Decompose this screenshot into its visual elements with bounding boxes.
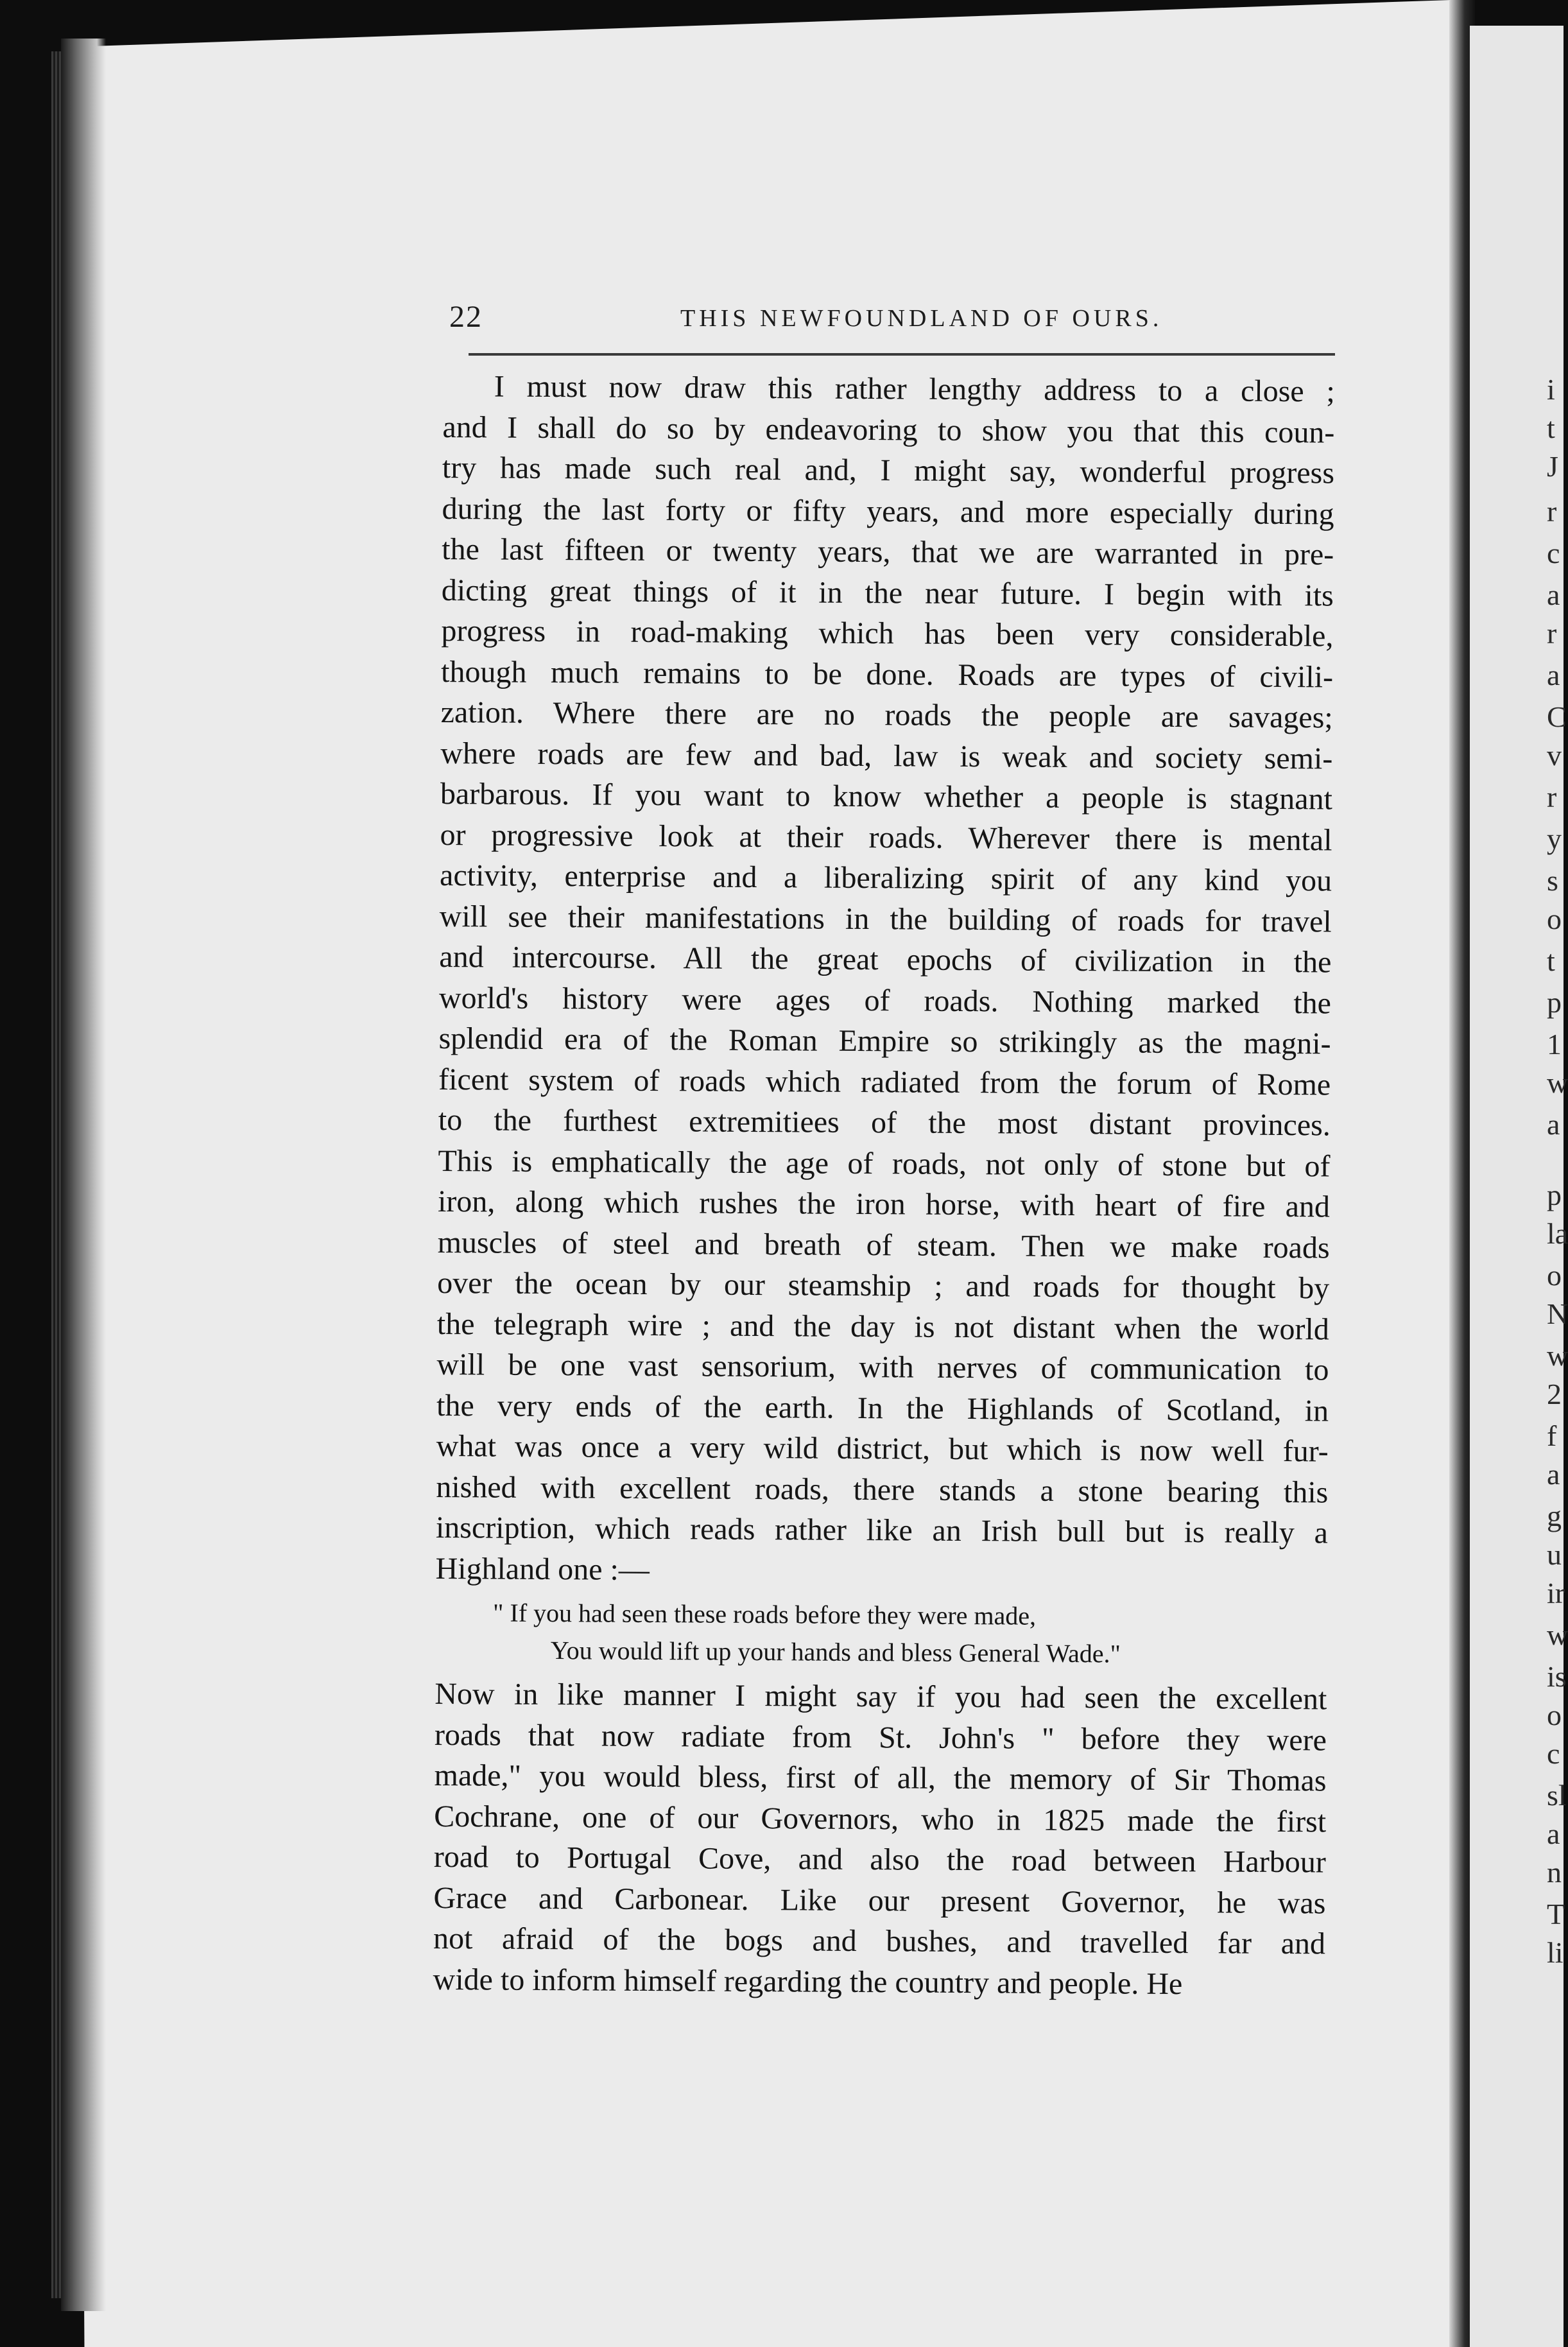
running-head [449,299,1348,340]
facing-page-fragment: u [1547,1538,1562,1571]
facing-page-fragment: r [1547,781,1557,813]
facing-page-fragment: p [1547,1179,1562,1211]
facing-page-fragment: a [1547,1817,1560,1850]
facing-page-fragment: li [1547,1936,1564,1969]
text-line: Cochrane, one of our Governors, who in 1825 made the first [434,1799,1327,1839]
text-line: though much remains to be done. Roads are types of civili- [440,654,1334,694]
text-line: Highland one :— [435,1551,650,1587]
text-line: the very ends of the earth. In the Highlands of Scotland, in [436,1388,1329,1428]
facing-page-fragment: c [1547,537,1560,569]
text-line: " If you had seen these roads before they were made, [493,1598,1037,1631]
text-line: zation. Where there are no roads the people are savages; [440,695,1333,735]
text-line: the last fifteen or twenty years, that we are warranted in pre- [442,532,1334,572]
facing-page-fragment: i [1547,373,1555,406]
text-line: muscles of steel and breath of steam. Then we make roads [437,1225,1330,1265]
facing-page-fragment: N [1547,1297,1568,1330]
running-title: THIS NEWFOUNDLAND OF OURS. [680,305,1163,332]
header-rule [469,353,1335,356]
text-line: will be one vast sensorium, with nerves of communication to [436,1347,1329,1387]
text-line: will see their manifestations in the building of roads for travel [439,899,1332,939]
paragraph-2 [433,1674,1327,2005]
text-line: barbarous. If you want to know whether a people is stagnant [440,776,1333,817]
facing-page-fragment: o [1547,903,1562,935]
facing-page-fragment: C [1547,700,1567,733]
facing-page-fragment: p [1547,986,1562,1019]
facing-page-fragment: ir [1547,1577,1565,1609]
text-line: over the ocean by our steamship ; and roads for thought by [437,1265,1330,1306]
text-line: progress in road-making which has been very considerable, [441,613,1334,654]
text-line: activity, enterprise and a liberalizing spirit of any kind you [439,858,1332,898]
facing-page-fragment: g [1547,1500,1562,1532]
text-line: where roads are few and bad, law is weak and society semi- [440,736,1333,775]
facing-page-fragment: J [1547,450,1558,483]
facing-page-fragment: y [1547,822,1562,855]
text-line: roads that now radiate from St. John's " before they were [434,1717,1327,1757]
facing-page-fragment: w [1547,1339,1568,1372]
highland-inscription-quote [435,1594,1328,1674]
facing-page-fragment: la [1547,1217,1568,1250]
text-line: dicting great things of it in the near future. I begin with its [441,573,1334,612]
text-line: I must now draw this rather lengthy address to a close ; [494,369,1335,409]
facing-page-fragment: c [1547,1737,1560,1770]
facing-page-fragment: n [1547,1856,1562,1889]
facing-page-fragment: v [1547,739,1562,772]
facing-page-fragment: o [1547,1259,1562,1292]
facing-page-fragment: w [1547,1066,1568,1099]
text-line: wide to inform himself regarding the country and people. He [433,1962,1183,2001]
facing-page-fragment: s [1547,864,1558,897]
text-line: ficent system of roads which radiated from the forum of Rome [438,1062,1331,1102]
text-line: and intercourse. All the great epochs of civilization in the [439,939,1332,980]
facing-page-fragment: o [1547,1699,1562,1731]
facing-page-fragment: sl [1547,1779,1567,1812]
text-line: world's history were ages of roads. Nothing marked the [438,980,1332,1020]
facing-page-fragment: a [1547,659,1560,691]
text-line: nished with excellent roads, there stands a stone bearing this [436,1469,1329,1509]
text-line: You would lift up your hands and bless General Wade." [550,1636,1121,1668]
facing-page-fragment: r [1547,617,1557,650]
text-line: Grace and Carbonear. Like our present Governor, he was [433,1880,1326,1920]
facing-page-fragment: w [1547,1618,1568,1651]
text-line: what was once a very wild district, but which is now well fur- [436,1428,1329,1469]
facing-page-fragment: is [1547,1660,1567,1693]
text-line: road to Portugal Cove, and also the road between Harbour [433,1839,1326,1880]
facing-page-text-fragments [1547,0,1568,2347]
facing-page-fragment: r [1547,495,1557,528]
page-number: 22 [449,300,483,334]
body-text [433,366,1335,2005]
facing-page-fragment: a [1547,1458,1560,1491]
text-line: inscription, which reads rather like an Irish bull but is really a [435,1510,1329,1550]
text-line: or progressive look at their roads. Wherever there is mental [440,817,1332,857]
facing-page-fragment: t [1547,944,1555,977]
facing-page-fragment: T [1547,1898,1565,1930]
facing-page-fragment: 1 [1547,1028,1562,1061]
text-line: to the furthest extremitiees of the most distant provinces. [438,1102,1331,1143]
text-line: made," you would bless, first of all, the memory of Sir Thomas [434,1758,1327,1798]
gutter-shadow [61,39,106,2311]
facing-page-fragment: a [1547,1108,1560,1141]
text-line: splendid era of the Roman Empire so strikingly as the magni- [438,1021,1331,1061]
text-line: the telegraph wire ; and the day is not distant when the world [436,1306,1330,1346]
text-line: iron, along which rushes the iron horse, with heart of fire and [437,1184,1331,1224]
text-line: This is emphatically the age of roads, not only of stone but of [438,1143,1331,1183]
text-line: Now in like manner I might say if you had seen the excellent [435,1676,1327,1717]
text-line: and I shall do so by endeavoring to show you that this coun- [442,410,1335,449]
facing-page-fragment: 2 [1547,1378,1562,1410]
facing-page-fragment: t [1547,411,1555,444]
text-line: try has made such real and, I might say, wonderful progress [442,450,1335,490]
facing-page-fragment: a [1547,578,1560,611]
facing-page-fragment: f [1547,1419,1557,1452]
paragraph-1 [435,366,1335,1594]
text-line: not afraid of the bogs and bushes, and travelled far and [433,1921,1326,1961]
text-line: during the last forty or fifty years, and more especially during [442,491,1334,531]
